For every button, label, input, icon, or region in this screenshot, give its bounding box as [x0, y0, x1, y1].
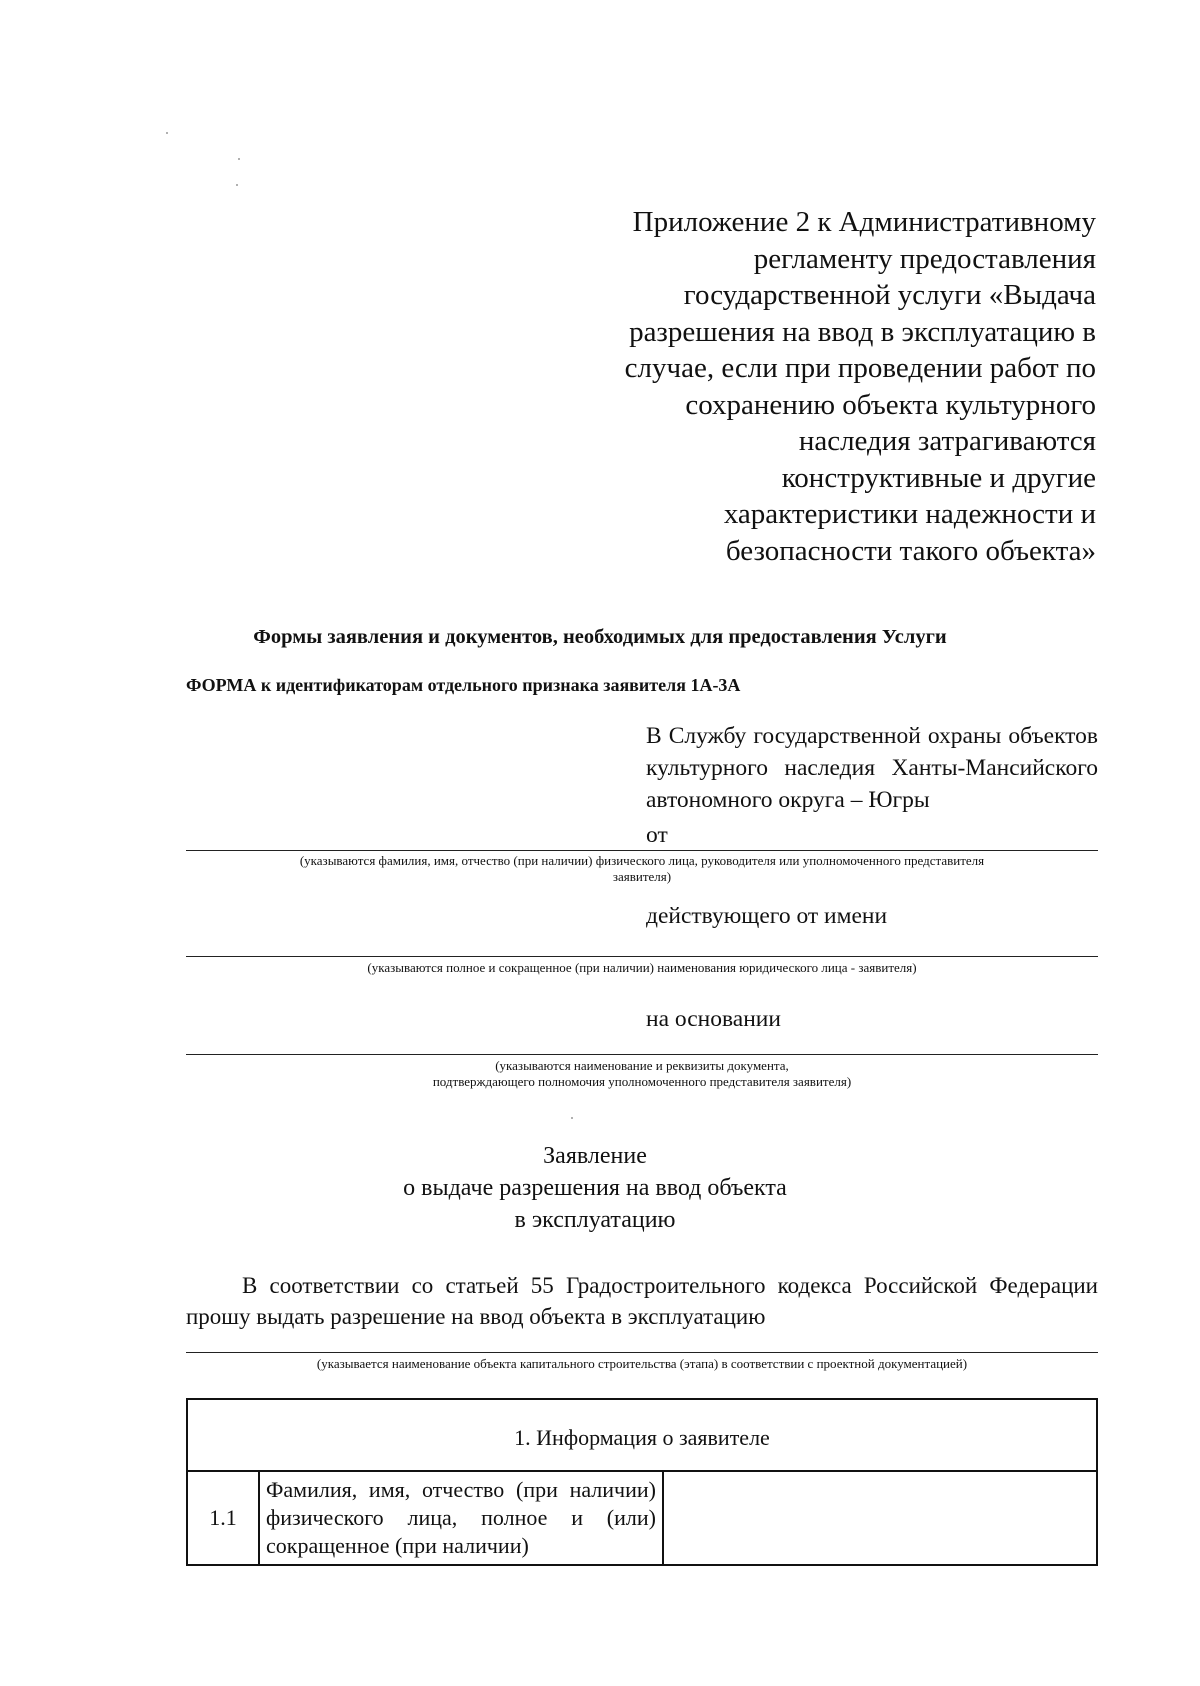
scan-speck: [236, 184, 238, 186]
basis-caption: [186, 1058, 1098, 1090]
basis-caption-line: подтверждающего полномочия уполномоченного представителя заявителя): [432, 1074, 852, 1089]
appendix-line: разрешения на ввод в эксплуатацию в: [629, 315, 1096, 348]
statement-title-line: Заявление: [543, 1143, 647, 1169]
from-caption: [186, 853, 1098, 885]
forms-heading: Формы заявления и документов, необходимых для предоставления Услуги: [253, 626, 947, 648]
statement-title: [300, 1140, 890, 1236]
row-label: Фамилия, имя, отчество (при наличии) физического лица, полное и (или) сокращенное (при наличии): [259, 1471, 663, 1565]
addressee-block: В Службу государственной охраны объектов культурного наследия Ханты-Мансийского автономного округа – Югры: [646, 723, 1098, 813]
scan-speck: [238, 158, 240, 160]
basis-caption-line: (указываются наименование и реквизиты документа,: [495, 1058, 789, 1073]
applicant-info-table: [186, 1398, 1098, 1566]
row-number: 1.1: [187, 1471, 259, 1565]
object-caption: (указывается наименование объекта капитального строительства (этапа) в соответствии с проектной документацией): [316, 1356, 968, 1371]
table-row: [187, 1471, 1097, 1565]
appendix-line: конструктивные и другие: [781, 461, 1096, 494]
acting-caption: (указываются полное и сокращенное (при наличии) наименования юридического лица - заявителя): [367, 960, 917, 975]
scan-speck: [571, 1117, 573, 1119]
statement-title-line: о выдаче разрешения на ввод объекта: [403, 1175, 787, 1201]
appendix-line: безопасности такого объекта»: [725, 534, 1096, 567]
object-fill-line[interactable]: [186, 1352, 1098, 1353]
statement-title-line: в эксплуатацию: [514, 1207, 676, 1233]
basis-fill-line[interactable]: [186, 1054, 1098, 1055]
acting-fill-line[interactable]: [186, 956, 1098, 957]
request-paragraph: В соответствии со статьей 55 Градостроительного кодекса Российской Федерации прошу выдать разрешение на ввод объекта в эксплуатацию: [186, 1273, 1098, 1329]
from-label: от: [646, 822, 668, 848]
appendix-line: наследия затрагиваются: [798, 425, 1096, 457]
form-subheading: ФОРМА к идентификаторам отдельного признака заявителя 1А-3А: [186, 675, 741, 695]
appendix-line: характеристики надежности и: [723, 498, 1096, 530]
from-caption-line: (указываются фамилия, имя, отчество (при наличии) физического лица, руководителя или уполномоченного представителя: [299, 853, 985, 868]
appendix-line: случае, если при проведении работ по: [624, 352, 1096, 384]
appendix-line: регламенту предоставления: [753, 242, 1096, 275]
acting-label: действующего от имени: [646, 903, 888, 929]
row-value-cell[interactable]: [663, 1471, 1097, 1565]
section-title: 1. Информация о заявителе: [187, 1399, 1097, 1471]
from-caption-line: заявителя): [612, 869, 672, 884]
basis-label: на основании: [646, 1006, 781, 1032]
appendix-line: государственной услуги «Выдача: [683, 279, 1096, 311]
appendix-line: Приложение 2 к Административному: [632, 206, 1096, 238]
table-section-row: [187, 1399, 1097, 1471]
appendix-line: сохранению объекта культурного: [685, 388, 1096, 421]
scan-speck: [166, 132, 168, 134]
from-fill-line[interactable]: [186, 850, 1098, 851]
appendix-note: [600, 204, 1096, 569]
